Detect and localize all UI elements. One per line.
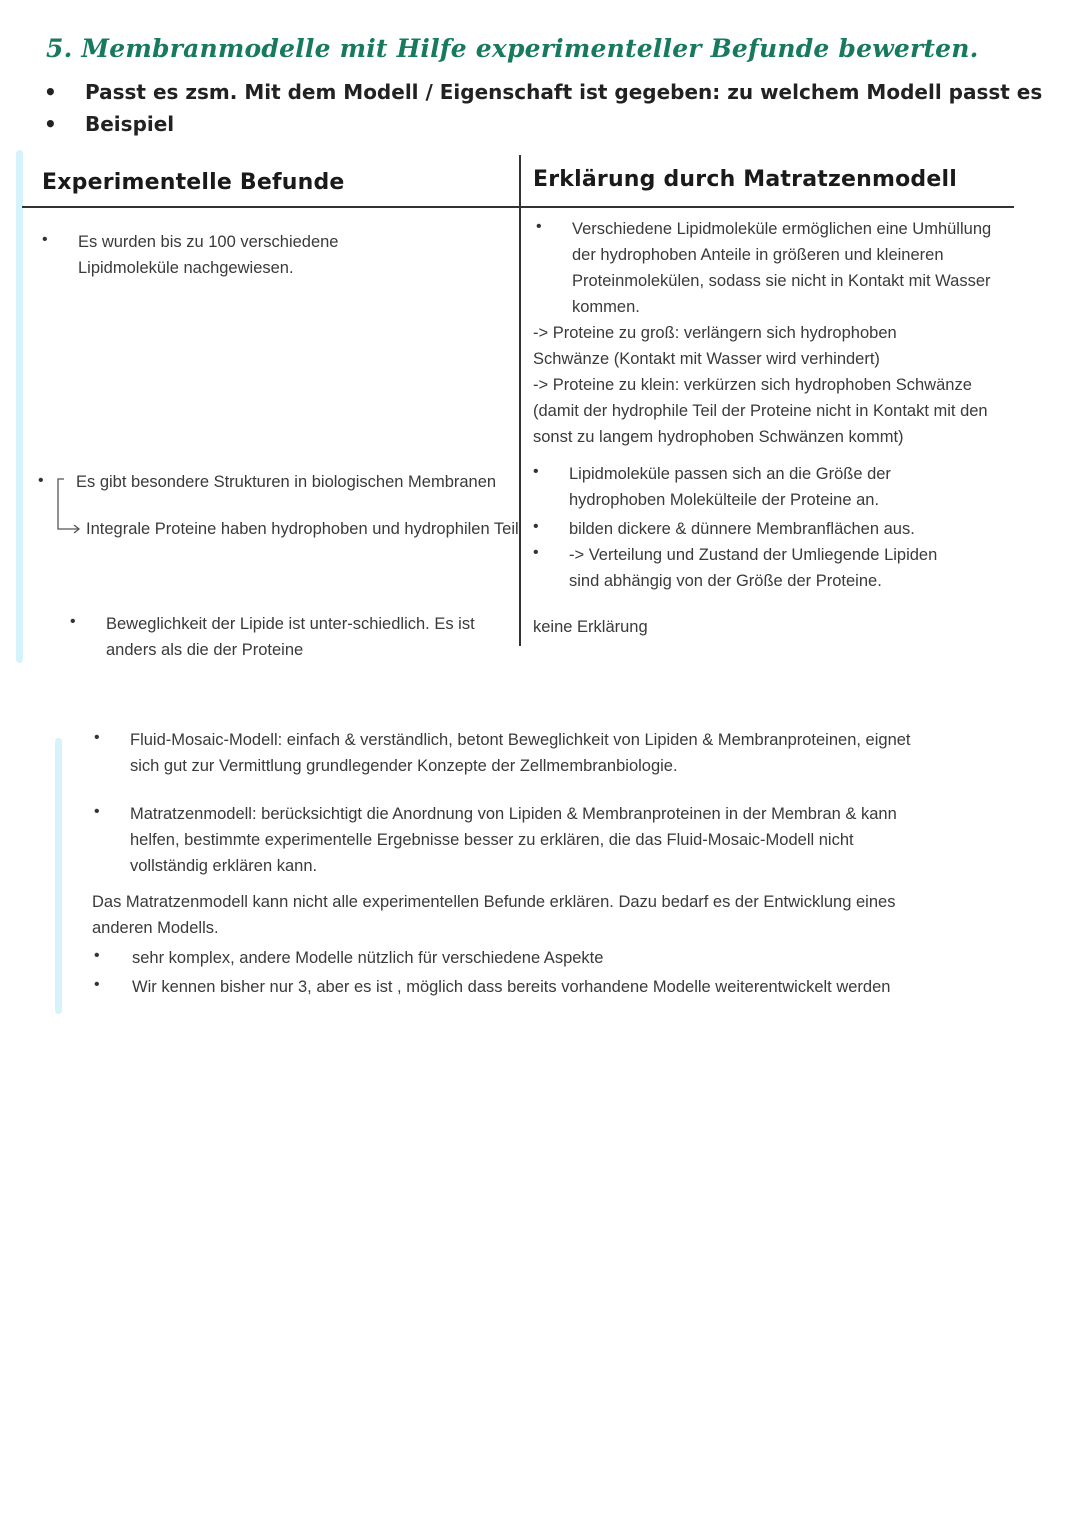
bullet-dot: • xyxy=(94,729,100,746)
finding-cell: Es gibt besondere Strukturen in biologischen Membranen xyxy=(76,473,497,491)
explanation-cell: Verschiedene Lipidmoleküle ermöglichen eine Umhüllung der hydrophoben Anteile in größeren und kleineren Proteinmolekülen, sodass sie nicht in Kontakt mit Wasser kommen. xyxy=(572,220,992,316)
table-accent-bar xyxy=(16,150,23,663)
summary-paragraph: Das Matratzenmodell kann nicht alle experimentellen Befunde erklären. Dazu bedarf es der Entwicklung eines anderen Modells. xyxy=(92,893,896,937)
bullet-dot: • xyxy=(94,803,100,820)
table-column-divider xyxy=(519,155,521,646)
explanation-cell: -> Verteilung und Zustand der Umliegende Lipiden sind abhängig von der Größe der Proteine. xyxy=(569,546,938,590)
intro-bullet: • Beispiel xyxy=(40,108,1042,140)
finding-subcell: Integrale Proteine haben hydrophoben und hydrophilen Teil xyxy=(86,520,519,538)
summary-bullet: Matratzenmodell: berücksichtigt die Anordnung von Lipiden & Membranproteinen in der Membran & kann helfen, bestimmte experimentelle Ergebnisse besser zu erklären, die das Fluid-Mosaic-Modell nicht vollständig erklären kann. xyxy=(130,805,897,875)
bullet-dot: • xyxy=(70,613,76,630)
summary-accent-bar xyxy=(55,738,62,1014)
summary-extra-bullet: Wir kennen bisher nur 3, aber es ist , möglich dass bereits vorhandene Modelle weiterentwickelt werden xyxy=(132,978,891,996)
bullet-dot: • xyxy=(533,544,539,561)
col-header-findings: Experimentelle Befunde xyxy=(42,170,345,195)
intro-bullet-list xyxy=(40,76,1042,140)
bullet-dot: • xyxy=(94,976,100,993)
bullet-dot: • xyxy=(94,947,100,964)
explanation-cell: Lipidmoleküle passen sich an die Größe der hydrophoben Molekülteile der Proteine an. xyxy=(569,465,891,509)
summary-extra-bullet: sehr komplex, andere Modelle nützlich für verschiedene Aspekte xyxy=(132,949,604,967)
bullet-dot: • xyxy=(42,231,48,248)
bullet-dot: • xyxy=(533,518,539,535)
bullet-dot: • xyxy=(536,218,542,235)
page-title: 5. Membranmodelle mit Hilfe experimenteller Befunde bewerten. xyxy=(46,34,979,63)
bullet-dot: • xyxy=(38,472,44,489)
col-header-explanation: Erklärung durch Matratzenmodell xyxy=(533,167,957,192)
explanation-note: -> Proteine zu groß: verlängern sich hydrophoben Schwänze (Kontakt mit Wasser wird verhindert) xyxy=(533,324,897,368)
intro-bullet: • Passt es zsm. Mit dem Modell / Eigenschaft ist gegeben: zu welchem Modell passt es xyxy=(40,76,1042,108)
bullet-dot: • xyxy=(533,463,539,480)
finding-cell: Beweglichkeit der Lipide ist unter-schiedlich. Es ist anders als die der Proteine xyxy=(106,615,475,659)
finding-cell: Es wurden bis zu 100 verschiedene Lipidmoleküle nachgewiesen. xyxy=(78,233,339,277)
explanation-cell: bilden dickere & dünnere Membranflächen aus. xyxy=(569,520,915,538)
summary-bullet: Fluid-Mosaic-Modell: einfach & verständlich, betont Beweglichkeit von Lipiden & Membranproteinen, eignet sich gut zur Vermittlung grundlegender Konzepte der Zellmembranbiologie. xyxy=(130,731,911,775)
explanation-note: -> Proteine zu klein: verkürzen sich hydrophoben Schwänze (damit der hydrophile Teil der Proteine nicht in Kontakt mit den sonst zu langem hydrophoben Schwänzen kommt) xyxy=(533,376,988,446)
explanation-cell: keine Erklärung xyxy=(533,618,648,636)
table-header-divider xyxy=(22,206,1014,208)
